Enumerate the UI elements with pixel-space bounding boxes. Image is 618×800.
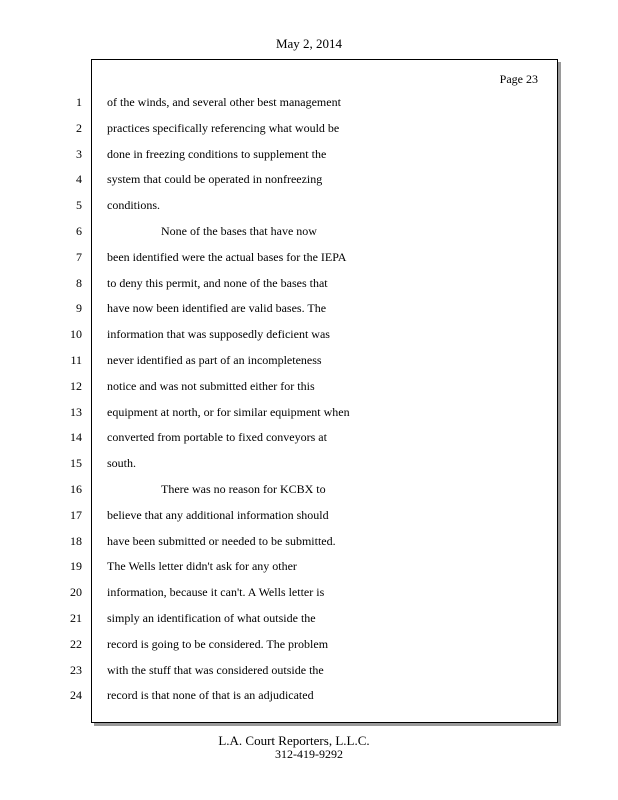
transcript-line: of the winds, and several other best management [107, 95, 341, 109]
line-number-column [58, 94, 82, 713]
transcript-line: believe that any additional information should [107, 507, 329, 522]
line-number: 5 [76, 198, 82, 213]
transcript-line: with the stuff that was considered outside the [107, 662, 324, 677]
line-number: 9 [76, 301, 82, 316]
line-number: 20 [70, 585, 82, 600]
transcript-line: There was no reason for KCBX to [161, 481, 326, 496]
line-number: 22 [70, 636, 82, 651]
line-number: 16 [70, 481, 82, 496]
line-number: 23 [70, 662, 82, 677]
transcript-line: south. [107, 456, 137, 471]
transcript-line: have now been identified are valid bases. The [107, 301, 327, 316]
line-number: 4 [76, 172, 82, 187]
line-number: 15 [70, 456, 82, 471]
line-number: 17 [70, 507, 82, 522]
line-number: 11 [70, 352, 82, 367]
transcript-date: May 2, 2014 [275, 36, 343, 51]
transcript-line: record is that none of that is an adjudicated [107, 688, 314, 703]
line-number: 10 [70, 327, 82, 342]
transcript-line: information, because it can't. A Wells letter is [107, 585, 325, 600]
line-number: 6 [76, 223, 82, 238]
line-number: 18 [70, 533, 82, 548]
reporter-phone: 312-419-9292 [275, 747, 343, 761]
line-number: 14 [70, 430, 82, 445]
transcript-line: conditions. [107, 198, 160, 213]
transcript-line: to deny this permit, and none of the bases that [107, 275, 328, 290]
page-number: Page 23 [499, 72, 538, 86]
line-number: 24 [70, 688, 82, 703]
transcript-line: system that could be operated in nonfreezing [107, 172, 323, 187]
line-number: 12 [70, 378, 82, 393]
transcript-line: have been submitted or needed to be submitted. [107, 533, 336, 548]
line-number: 1 [76, 95, 82, 109]
line-number: 19 [70, 559, 82, 574]
line-number: 21 [70, 610, 82, 625]
line-number: 13 [70, 404, 82, 419]
transcript-line: never identified as part of an incompleteness [107, 352, 322, 367]
transcript-line: done in freezing conditions to supplement the [107, 146, 327, 161]
line-number: 8 [76, 275, 82, 290]
transcript-line: converted from portable to fixed conveyors at [107, 430, 327, 445]
transcript-line: information that was supposedly deficient was [107, 327, 330, 342]
transcript-line: simply an identification of what outside the [107, 610, 316, 625]
transcript-line: The Wells letter didn't ask for any other [107, 559, 297, 574]
transcript-line: equipment at north, or for similar equipment when [107, 404, 350, 419]
transcript-line: been identified were the actual bases for the IEPA [107, 249, 347, 264]
line-number: 2 [76, 120, 82, 135]
transcript-line: practices specifically referencing what would be [107, 120, 340, 135]
transcript-line: record is going to be considered. The problem [107, 636, 329, 651]
transcript-text-column [107, 94, 547, 713]
reporter-company: L.A. Court Reporters, L.L.C. [218, 733, 370, 748]
line-number: 3 [76, 146, 82, 161]
line-number: 7 [76, 249, 82, 264]
transcript-line: None of the bases that have now [161, 223, 317, 238]
transcript-line: notice and was not submitted either for this [107, 378, 315, 393]
